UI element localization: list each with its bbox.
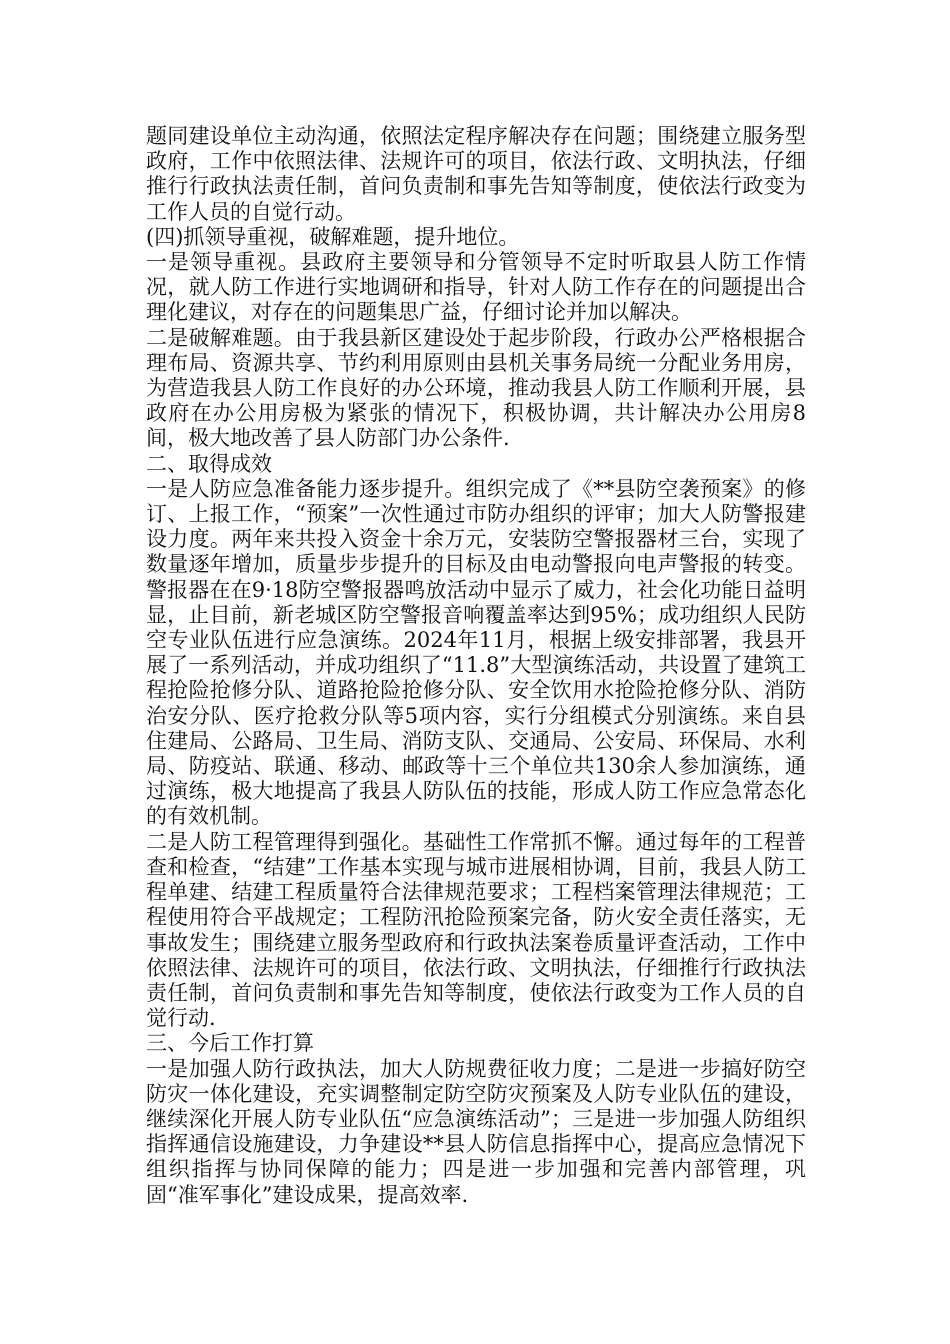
section-heading-future-plans: 三、今后工作打算 xyxy=(146,1031,314,1056)
paragraph-future-plans: 一是加强人防行政执法，加大人防规费征收力度；二是进一步搞好防空防灾一体化建设，充实调整制定防空防灾预案及人防专业队伍的建设，继续深化开展人防专业队伍“应急演练活动”；三是进一步加强人防组织指挥通信设施建设，力争建设**县人防信息指挥中心，提高应急情况下组织指挥与协同保障的能力；四是进一步加强和完善内部管理，巩固“准军事化”建设成果，提高效率. xyxy=(146,1056,806,1207)
paragraph-leadership: 一是领导重视。县政府主要领导和分管领导不定时听取县人防工作情况，就人防工作进行实地调研和指导，针对人防工作存在的问题提出合理化建议，对存在的问题集思广益，仔细讨论并加以解决。 xyxy=(146,250,806,325)
document-page xyxy=(146,124,806,1208)
section-heading-4: (四)抓领导重视，破解难题，提升地位。 xyxy=(146,224,520,249)
paragraph-solve-problems: 二是破解难题。由于我县新区建设处于起步阶段，行政办公严格根据合理布局、资源共享、节约利用原则由县机关事务局统一分配业务用房，为营造我县人防工作良好的办公环境，推动我县人防工作顺利开展，县政府在办公用房极为紧张的情况下，积极协调，共计解决办公用房8间，极大地改善了县人防部门办公条件. xyxy=(146,325,806,451)
paragraph-continuation: 题同建设单位主动沟通，依照法定程序解决存在问题；围绕建立服务型政府，工作中依照法律、法规许可的项目，依法行政、文明执法，仔细推行行政执法责任制，首问负责制和事先告知等制度，使依法行政变为工作人员的自觉行动。 xyxy=(146,124,806,224)
paragraph-engineering-management: 二是人防工程管理得到强化。基础性工作常抓不懈。通过每年的工程普查和检查，“结建”工作基本实现与城市进展相协调，目前，我县人防工程单建、结建工程质量符合法律规范要求；工程档案管理法律规范；工程使用符合平战规定；工程防汛抢险预案完备，防火安全责任落实，无事故发生；围绕建立服务型政府和行政执法案卷质量评查活动，工作中依照法律、法规许可的项目，依法行政、文明执法，仔细推行行政执法责任制，首问负责制和事先告知等制度，使依法行政变为工作人员的自觉行动. xyxy=(146,829,806,1031)
paragraph-emergency-readiness: 一是人防应急准备能力逐步提升。组织完成了《**县防空袭预案》的修订、上报工作，“预案”一次性通过市防办组织的评审；加大人防警报建设力度。两年来共投入资金十余万元，安装防空警报器材三台，实现了数量逐年增加，质量步步提升的目标及由电动警报向电声警报的转变。警报器在在9·18防空警报器鸣放活动中显示了威力，社会化功能日益明显，止目前，新老城区防空警报音响覆盖率达到95%；成功组织人民防空专业队伍进行应急演练。2024年11月，根据上级安排部署，我县开展了一系列活动，并成功组织了“11.8”大型演练活动，共设置了建筑工程抢险抢修分队、道路抢险抢修分队、安全饮用水抢险抢修分队、消防治安分队、医疗抢救分队等5项内容，实行分组模式分别演练。来自县住建局、公路局、卫生局、消防支队、交通局、公安局、环保局、水利局、防疫站、联通、移动、邮政等十三个单位共130余人参加演练，通过演练，极大地提高了我县人防队伍的技能，形成人防工作应急常态化的有效机制。 xyxy=(146,476,806,829)
section-heading-achievements: 二、取得成效 xyxy=(146,451,272,476)
